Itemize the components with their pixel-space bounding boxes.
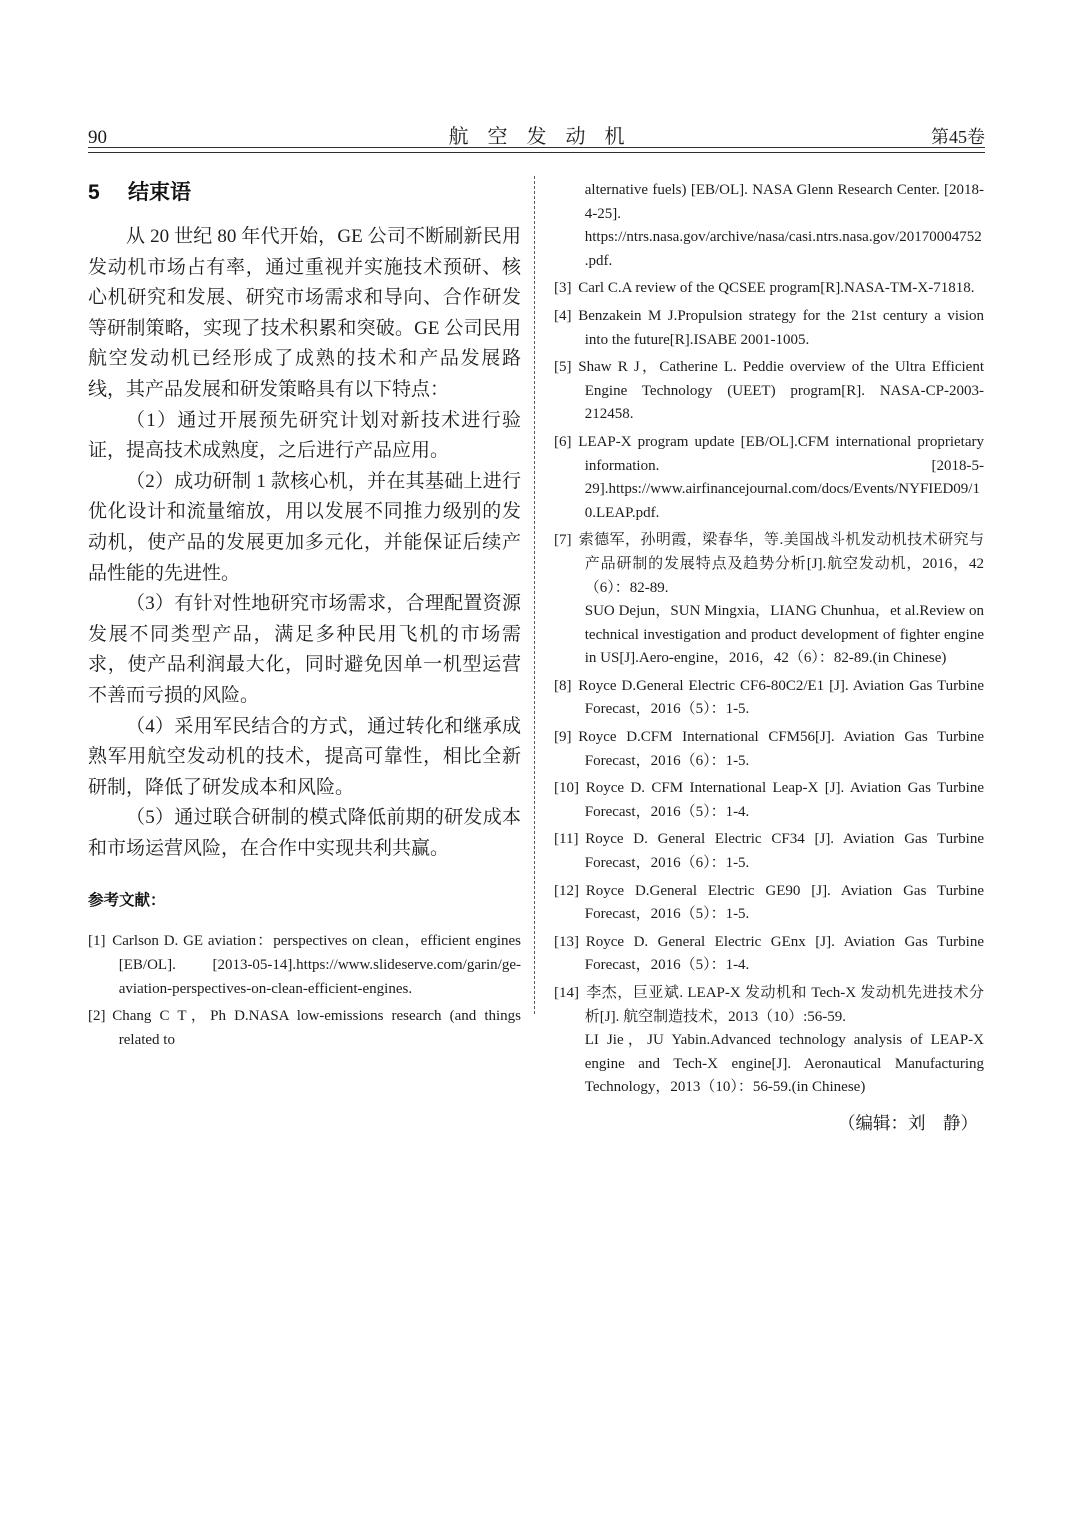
reference-body: LEAP-X program update [EB/OL].CFM international proprietary information. [2018-5-29].https://www.airfinancejournal.com/docs/Events/NYFIED09/10.LEAP.pdf. (578, 433, 984, 521)
reference-body: Royce D.CFM International CFM56[J]. Aviation Gas Turbine Forecast，2016（6）：1-5. (578, 729, 984, 769)
reference-body: Royce D.General Electric GE90 [J]. Aviation Gas Turbine Forecast，2016（5）：1-5. (584, 882, 984, 923)
reference-label: [7] (554, 532, 572, 549)
reference-text (554, 675, 984, 722)
reference-body: Royce D. CFM International Leap-X [J]. Aviation Gas Turbine Forecast，2016（5）：1-4. (584, 780, 984, 820)
reference-item-12 (554, 880, 984, 927)
reference-text (554, 880, 984, 927)
reference-item-4 (554, 305, 984, 352)
reference-label: [9] (554, 729, 572, 746)
reference-item-8 (554, 675, 984, 722)
reference-text (554, 982, 984, 1029)
reference-text (88, 1005, 521, 1052)
volume-label: 第45卷 (931, 127, 985, 147)
two-column-body (88, 176, 985, 1135)
reference-item-13 (554, 931, 984, 978)
editor-note: （编辑：刘 静） (838, 1112, 978, 1133)
conclusion-paragraph-4: （3）有针对性地研究市场需求，合理配置资源发展不同类型产品，满足多种民用飞机的市场需求，使产品利润最大化，同时避免因单一机型运营不善而亏损的风险。 (88, 593, 521, 706)
reference-label: [6] (554, 433, 572, 450)
column-divider (534, 176, 535, 1014)
reference-item-3 (554, 277, 984, 301)
reference-text (88, 930, 521, 1001)
reference-body: 李杰，巨亚斌. LEAP-X 发动机和 Tech-X 发动机先进技术分析[J]. 航空制造技术，2013（10）:56-59. (584, 985, 984, 1025)
reference-item-1 (88, 930, 521, 1001)
references-heading: 参考文献： (88, 892, 166, 910)
reference-label: [1] (88, 933, 106, 950)
reference-label: [4] (554, 307, 572, 324)
reference-label: [13] (554, 933, 579, 950)
reference-text (554, 356, 984, 427)
conclusion-paragraph-2: （1）通过开展预先研究计划对新技术进行验证，提高技术成熟度，之后进行产品应用。 (88, 409, 521, 462)
reference-body: 索德军，孙明霞，梁春华，等.美国战斗机发动机技术研究与产品研制的发展特点及趋势分析[J].航空发动机，2016，42（6）：82-89. (578, 532, 984, 596)
reference-body: Carl C.A review of the QCSEE program[R].NASA-TM-X-71818. (578, 280, 975, 297)
reference-body: Royce D.General Electric CF6-80C2/E1 [J]. Aviation Gas Turbine Forecast，2016（5）：1-5. (578, 677, 984, 718)
right-column (554, 176, 984, 1135)
reference-text (554, 931, 984, 978)
section-title: 结束语 (128, 181, 192, 204)
conclusion-paragraph-5: （4）采用军民结合的方式，通过转化和继承成熟军用航空发动机的技术，提高可靠性，相比全新研制，降低了研发成本和风险。 (88, 715, 521, 798)
reference-label: [8] (554, 677, 572, 694)
reference-label: [5] (554, 359, 572, 376)
reference-item-5 (554, 356, 984, 427)
reference-label: [10] (554, 780, 579, 797)
reference-text (554, 305, 984, 352)
reference-2-continuation: alternative fuels) [EB/OL]. NASA Glenn Research Center. [2018-4-25]. https://ntrs.nasa.gov/archive/nasa/casi.ntrs.nasa.gov/20170004752.pdf. (584, 182, 984, 269)
reference-text (554, 828, 984, 875)
reference-item-7 (554, 529, 984, 671)
reference-body: Chang C T，Ph D.NASA low-emissions research (and things related to (112, 1008, 521, 1048)
reference-text (554, 431, 984, 525)
section-heading (88, 176, 521, 206)
reference-label: [12] (554, 882, 579, 899)
reference-item-14 (554, 982, 984, 1100)
conclusion-paragraph-6: （5）通过联合研制的模式降低前期的研发成本和市场运营风险，在合作中实现共利共赢。 (88, 807, 521, 859)
reference-label: [2] (88, 1008, 106, 1025)
reference-body: Benzakein M J.Propulsion strategy for the 21st century a vision into the future[R].ISABE 2001-1005. (578, 307, 984, 348)
reference-text (554, 726, 984, 773)
reference-label: [14] (554, 985, 579, 1001)
conclusion-paragraph-3: （2）成功研制 1 款核心机，并在其基础上进行优化设计和流量缩放，用以发展不同推力级别的发动机，使产品的发展更加多元化，并能保证后续产品性能的先进性。 (88, 470, 521, 584)
reference-text (554, 777, 984, 824)
journal-title: 航空发动机 (448, 126, 644, 148)
header-rule (88, 147, 985, 153)
reference-translation: LI Jie，JU Yabin.Advanced technology analysis of LEAP-X engine and Tech-X engine[J]. Aeronautical Manufacturing Technology，2013（10）：56-59.(in Chinese) (584, 1032, 984, 1096)
section-number: 5 (88, 181, 100, 204)
left-column (88, 176, 521, 1056)
references-list-left (88, 930, 521, 1052)
reference-body: Shaw R J，Catherine L. Peddie overview of the Ultra Efficient Engine Technology (UEET) program[R]. NASA-CP-2003-212458. (578, 359, 984, 423)
reference-label: [11] (554, 831, 579, 848)
reference-text (554, 529, 984, 600)
references-list-right (554, 179, 984, 1100)
reference-text (554, 277, 984, 301)
reference-label: [3] (554, 280, 572, 297)
page-header (88, 120, 985, 149)
reference-body: Royce D. General Electric CF34 [J]. Aviation Gas Turbine Forecast，2016（6）：1-5. (584, 831, 984, 872)
reference-translation: SUO Dejun，SUN Mingxia，LIANG Chunhua，et al.Review on technical investigation and product development of fighter engine in US[J].Aero-engine，2016，42（6）：82-89.(in Chinese) (584, 603, 984, 667)
reference-item-9 (554, 726, 984, 773)
reference-body: Royce D. General Electric GEnx [J]. Aviation Gas Turbine Forecast，2016（5）：1-4. (584, 933, 984, 974)
page-number: 90 (88, 127, 107, 148)
conclusion-paragraph-1: 从 20 世纪 80 年代开始，GE 公司不断刷新民用发动机市场占有率，通过重视并实施技术预研、核心机研究和发展、研究市场需求和导向、合作研发等研制策略，实现了技术积累和突破。GE 公司民用航空发动机已经形成了成熟的技术和产品发展路线，其产品发展和研发策略具有以下特点： (88, 226, 521, 400)
reference-item-6 (554, 431, 984, 525)
reference-body: Carlson D. GE aviation：perspectives on clean，efficient engines [EB/OL]. [2013-05-14].https://www.slideserve.com/garin/ge-aviation-perspectives-on-clean-efficient-engines. (112, 933, 521, 997)
reference-item-2 (88, 1005, 521, 1052)
reference-item-11 (554, 828, 984, 875)
reference-item-10 (554, 777, 984, 824)
